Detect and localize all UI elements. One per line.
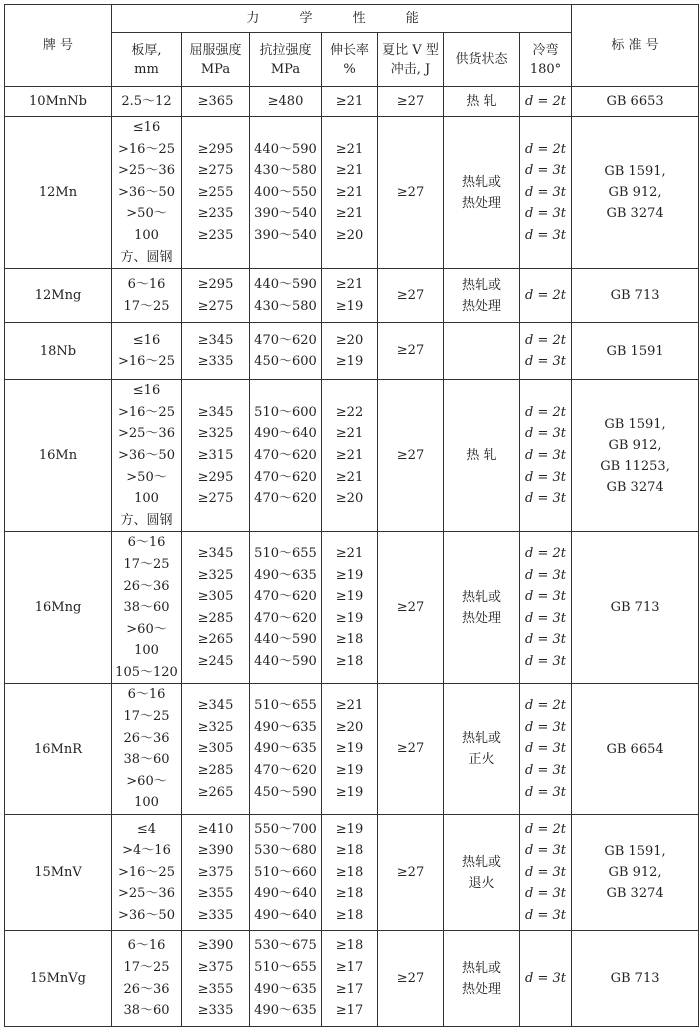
cell-bend: d = 2t bbox=[520, 269, 572, 323]
cell-bend: d = 2t d = 3t d = 3t d = 3t d = 3t bbox=[520, 380, 572, 532]
cell-supply: 热轧或 退火 bbox=[444, 815, 520, 931]
cell-thickness: 6～16 17～25 bbox=[112, 269, 182, 323]
cell-supply: 热轧或 热处理 bbox=[444, 117, 520, 269]
table-row bbox=[5, 931, 699, 1027]
cell-grade: 10MnNb bbox=[5, 87, 112, 117]
cell-tensile: 440～590 430～580 bbox=[250, 269, 322, 323]
cell-yield: ≥390 ≥375 ≥355 ≥335 bbox=[182, 931, 250, 1027]
cell-yield: ≥295 ≥275 ≥255 ≥235 ≥235 bbox=[182, 117, 250, 269]
cell-standard: GB 713 bbox=[572, 931, 699, 1027]
header-tensile-strength: 抗拉强度 MPa bbox=[250, 33, 322, 87]
cell-supply: 热轧或 热处理 bbox=[444, 532, 520, 684]
cell-impact: ≥27 bbox=[378, 931, 444, 1027]
cell-yield: ≥410 ≥390 ≥375 ≥355 ≥335 bbox=[182, 815, 250, 931]
header-supply-state: 供货状态 bbox=[444, 33, 520, 87]
cell-tensile: 470～620 450～600 bbox=[250, 323, 322, 380]
cell-elongation: ≥21 ≥21 ≥21 ≥21 ≥20 bbox=[322, 117, 378, 269]
table-row bbox=[5, 684, 699, 815]
table-row bbox=[5, 117, 699, 269]
cell-thickness: ≤16 >16～25 >25～36 >36～50 >50～100 方、圆钢 bbox=[112, 117, 182, 269]
cell-tensile: 510～600 490～640 470～620 470～620 470～620 bbox=[250, 380, 322, 532]
cell-yield: ≥365 bbox=[182, 87, 250, 117]
cell-tensile: 510～655 490～635 470～620 470～620 440～590 440～590 bbox=[250, 532, 322, 684]
cell-impact: ≥27 bbox=[378, 684, 444, 815]
table-row bbox=[5, 323, 699, 380]
cell-elongation: ≥19 ≥18 ≥18 ≥18 ≥18 bbox=[322, 815, 378, 931]
cell-grade: 16Mng bbox=[5, 532, 112, 684]
cell-grade: 16MnR bbox=[5, 684, 112, 815]
cell-elongation: ≥21 ≥19 ≥19 ≥19 ≥18 ≥18 bbox=[322, 532, 378, 684]
cell-grade: 12Mn bbox=[5, 117, 112, 269]
cell-grade: 18Nb bbox=[5, 323, 112, 380]
cell-standard: GB 1591, GB 912, GB 3274 bbox=[572, 815, 699, 931]
table-row bbox=[5, 87, 699, 117]
cell-standard: GB 1591 bbox=[572, 323, 699, 380]
cell-thickness: 6～16 17～25 26～36 38～60 bbox=[112, 931, 182, 1027]
header-standard: 标 准 号 bbox=[572, 5, 699, 87]
cell-bend: d = 2t d = 3t bbox=[520, 323, 572, 380]
cell-thickness: 6～16 17～25 26～36 38～60 >60～100 bbox=[112, 684, 182, 815]
cell-grade: 16Mn bbox=[5, 380, 112, 532]
cell-elongation: ≥20 ≥19 bbox=[322, 323, 378, 380]
cell-impact: ≥27 bbox=[378, 323, 444, 380]
cell-elongation: ≥21 ≥20 ≥19 ≥19 ≥19 bbox=[322, 684, 378, 815]
cell-bend: d = 2t d = 3t d = 3t d = 3t d = 3t bbox=[520, 815, 572, 931]
cell-supply: 热轧或 正火 bbox=[444, 684, 520, 815]
cell-standard: GB 1591, GB 912, GB 3274 bbox=[572, 117, 699, 269]
cell-elongation: ≥21 bbox=[322, 87, 378, 117]
cell-thickness: 6～16 17～25 26～36 38～60 >60～100 105～120 bbox=[112, 532, 182, 684]
cell-yield: ≥345 ≥325 ≥315 ≥295 ≥275 bbox=[182, 380, 250, 532]
cell-tensile: ≥480 bbox=[250, 87, 322, 117]
cell-supply: 热 轧 bbox=[444, 380, 520, 532]
header-thickness: 板厚, mm bbox=[112, 33, 182, 87]
table-row bbox=[5, 269, 699, 323]
cell-supply bbox=[444, 323, 520, 380]
header-elongation: 伸长率 % bbox=[322, 33, 378, 87]
header-impact: 夏比 V 型 冲击, J bbox=[378, 33, 444, 87]
cell-elongation: ≥21 ≥19 bbox=[322, 269, 378, 323]
cell-thickness: 2.5～12 bbox=[112, 87, 182, 117]
cell-supply: 热 轧 bbox=[444, 87, 520, 117]
cell-grade: 15MnV bbox=[5, 815, 112, 931]
cell-impact: ≥27 bbox=[378, 117, 444, 269]
cell-bend: d = 2t d = 3t d = 3t d = 3t d = 3t bbox=[520, 117, 572, 269]
table-row bbox=[5, 815, 699, 931]
cell-thickness: ≤4 >4～16 >16～25 >25～36 >36～50 bbox=[112, 815, 182, 931]
cell-thickness: ≤16 >16～25 >25～36 >36～50 >50～100 方、圆钢 bbox=[112, 380, 182, 532]
cell-bend: d = 2t bbox=[520, 87, 572, 117]
cell-elongation: ≥18 ≥17 ≥17 ≥17 bbox=[322, 931, 378, 1027]
cell-grade: 15MnVg bbox=[5, 931, 112, 1027]
cell-tensile: 550～700 530～680 510～660 490～640 490～640 bbox=[250, 815, 322, 931]
cell-grade: 12Mng bbox=[5, 269, 112, 323]
cell-standard: GB 1591, GB 912, GB 11253, GB 3274 bbox=[572, 380, 699, 532]
cell-supply: 热轧或 热处理 bbox=[444, 269, 520, 323]
cell-yield: ≥345 ≥325 ≥305 ≥285 ≥265 ≥245 bbox=[182, 532, 250, 684]
cell-tensile: 530～675 510～655 490～635 490～635 bbox=[250, 931, 322, 1027]
cell-supply: 热轧或 热处理 bbox=[444, 931, 520, 1027]
table-row bbox=[5, 380, 699, 532]
header-mechanical-properties: 力 学 性 能 bbox=[112, 5, 572, 33]
cell-elongation: ≥22 ≥21 ≥21 ≥21 ≥20 bbox=[322, 380, 378, 532]
cell-standard: GB 6654 bbox=[572, 684, 699, 815]
table-body bbox=[5, 87, 699, 1027]
cell-impact: ≥27 bbox=[378, 269, 444, 323]
cell-standard: GB 6653 bbox=[572, 87, 699, 117]
cell-impact: ≥27 bbox=[378, 815, 444, 931]
header-yield-strength: 屈服强度 MPa bbox=[182, 33, 250, 87]
cell-bend: d = 3t bbox=[520, 931, 572, 1027]
cell-bend: d = 2t d = 3t d = 3t d = 3t d = 3t bbox=[520, 684, 572, 815]
header-cold-bend: 冷弯 180° bbox=[520, 33, 572, 87]
cell-impact: ≥27 bbox=[378, 87, 444, 117]
header-row-top bbox=[5, 5, 699, 33]
header-grade: 牌 号 bbox=[5, 5, 112, 87]
table-row bbox=[5, 532, 699, 684]
cell-tensile: 440～590 430～580 400～550 390～540 390～540 bbox=[250, 117, 322, 269]
cell-impact: ≥27 bbox=[378, 532, 444, 684]
cell-yield: ≥295 ≥275 bbox=[182, 269, 250, 323]
cell-thickness: ≤16 >16～25 bbox=[112, 323, 182, 380]
cell-standard: GB 713 bbox=[572, 269, 699, 323]
cell-yield: ≥345 ≥325 ≥305 ≥285 ≥265 bbox=[182, 684, 250, 815]
cell-standard: GB 713 bbox=[572, 532, 699, 684]
cell-bend: d = 2t d = 3t d = 3t d = 3t d = 3t d = 3t bbox=[520, 532, 572, 684]
cell-tensile: 510～655 490～635 490～635 470～620 450～590 bbox=[250, 684, 322, 815]
steel-properties-table bbox=[4, 4, 699, 1027]
cell-yield: ≥345 ≥335 bbox=[182, 323, 250, 380]
cell-impact: ≥27 bbox=[378, 380, 444, 532]
